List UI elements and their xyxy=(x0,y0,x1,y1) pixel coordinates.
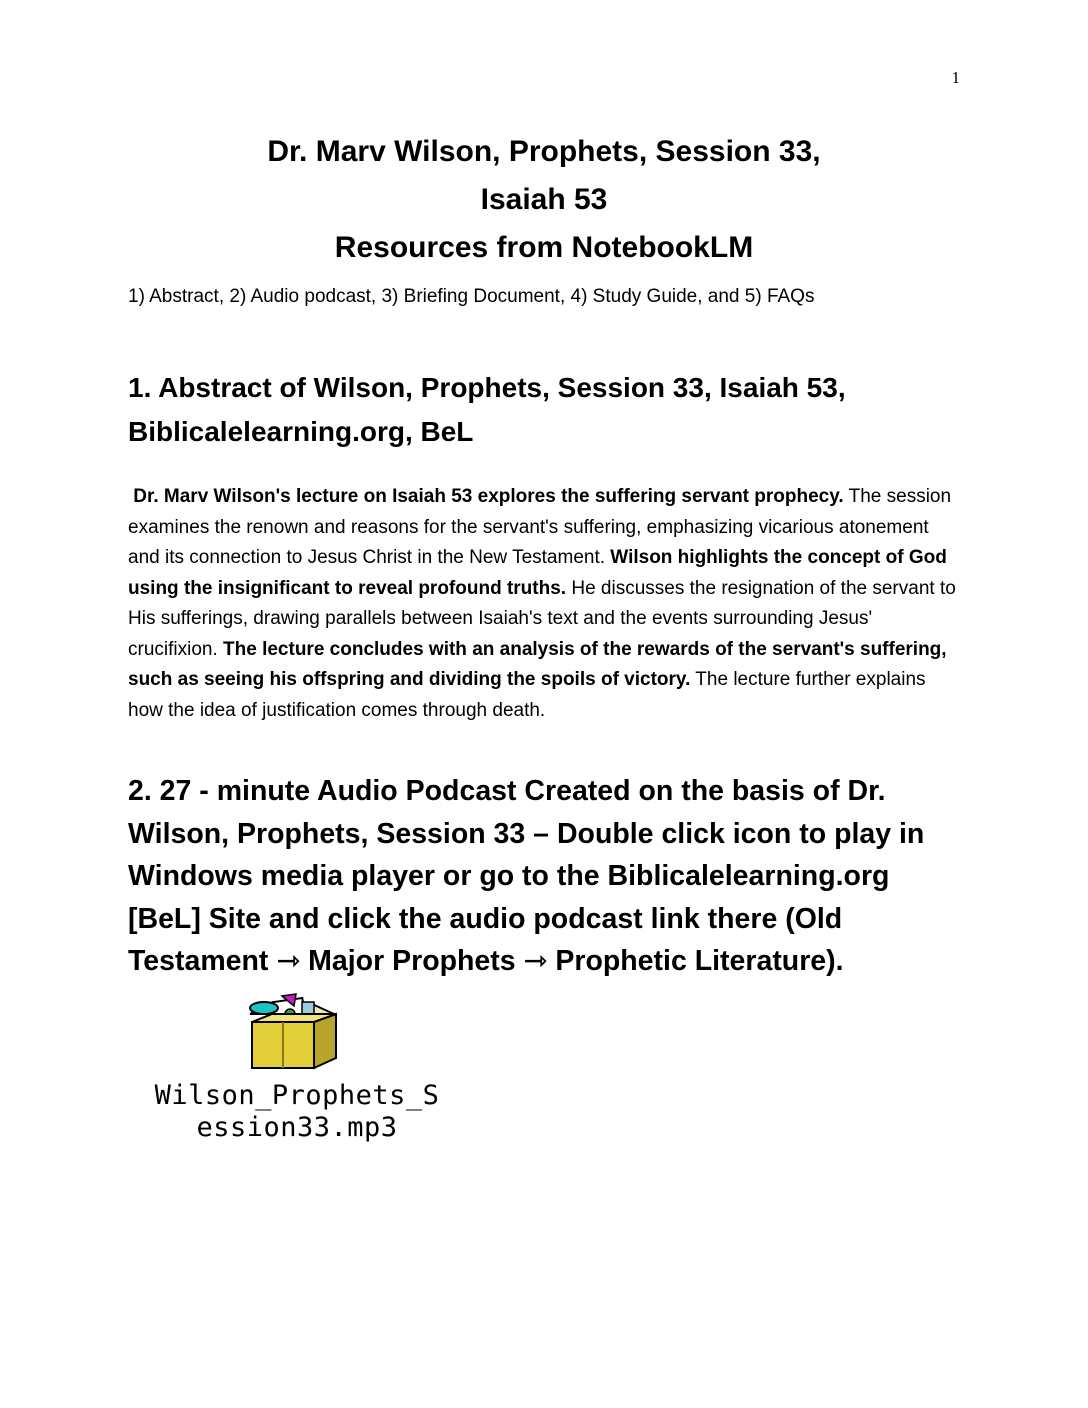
document-title xyxy=(0,128,1088,272)
arrow-right-icon: ⇾ xyxy=(276,945,301,977)
section-2-heading-text-1: 2. 27 - minute Audio Podcast Created on the basis of Dr. Wilson, Prophets, Session 33 – Double click icon to play in Windows media player or go to the Biblicalelearning.org [BeL] Site and click the audio podcast link there (Old Testament xyxy=(128,775,925,977)
section-1-heading: 1. Abstract of Wilson, Prophets, Session 33, Isaiah 53, Biblicalelearning.org, BeL xyxy=(128,372,846,447)
title-line-2: Isaiah 53 xyxy=(480,183,608,216)
section-2-heading-text-3: Prophetic Literature). xyxy=(547,945,844,977)
page-number: 1 xyxy=(951,68,960,87)
abstract-sentence-1: Dr. Marv Wilson's lecture on Isaiah 53 explores the suffering servant prophecy. xyxy=(133,486,844,507)
audio-file-attachment[interactable] xyxy=(132,992,462,1144)
package-icon[interactable] xyxy=(242,992,342,1072)
file-name-line-1: Wilson_Prophets_S xyxy=(154,1080,440,1111)
abstract-sentence-3: Wilson highlights the concept of God using the insignificant to reveal profound truths. xyxy=(128,547,947,599)
section-2-heading xyxy=(128,770,958,983)
title-line-1: Dr. Marv Wilson, Prophets, Session 33, xyxy=(267,135,821,168)
audio-file-name[interactable] xyxy=(132,1080,462,1144)
title-line-3: Resources from NotebookLM xyxy=(334,231,754,264)
section-2-heading-text-2: Major Prophets xyxy=(300,945,524,977)
arrow-right-icon: ⇾ xyxy=(523,945,548,977)
abstract-sentence-6: The lecture further explains how the idea of justification comes through death. xyxy=(128,669,926,721)
file-name-line-2: ession33.mp3 xyxy=(196,1112,398,1143)
abstract-paragraph xyxy=(128,482,958,726)
contents-list: 1) Abstract, 2) Audio podcast, 3) Briefing Document, 4) Study Guide, and 5) FAQs xyxy=(128,286,815,307)
abstract-sentence-2: The session examines the renown and reasons for the servant's suffering, emphasizing vicarious atonement and its connection to Jesus Christ in the New Testament. xyxy=(128,486,952,568)
abstract-sentence-4: He discusses the resignation of the servant to His sufferings, drawing parallels between Isaiah's text and the events surrounding Jesus' crucifixion. xyxy=(128,577,956,660)
abstract-sentence-5: The lecture concludes with an analysis of the rewards of the servant's suffering, such as seeing his offspring and dividing the spoils of victory. xyxy=(128,638,947,690)
